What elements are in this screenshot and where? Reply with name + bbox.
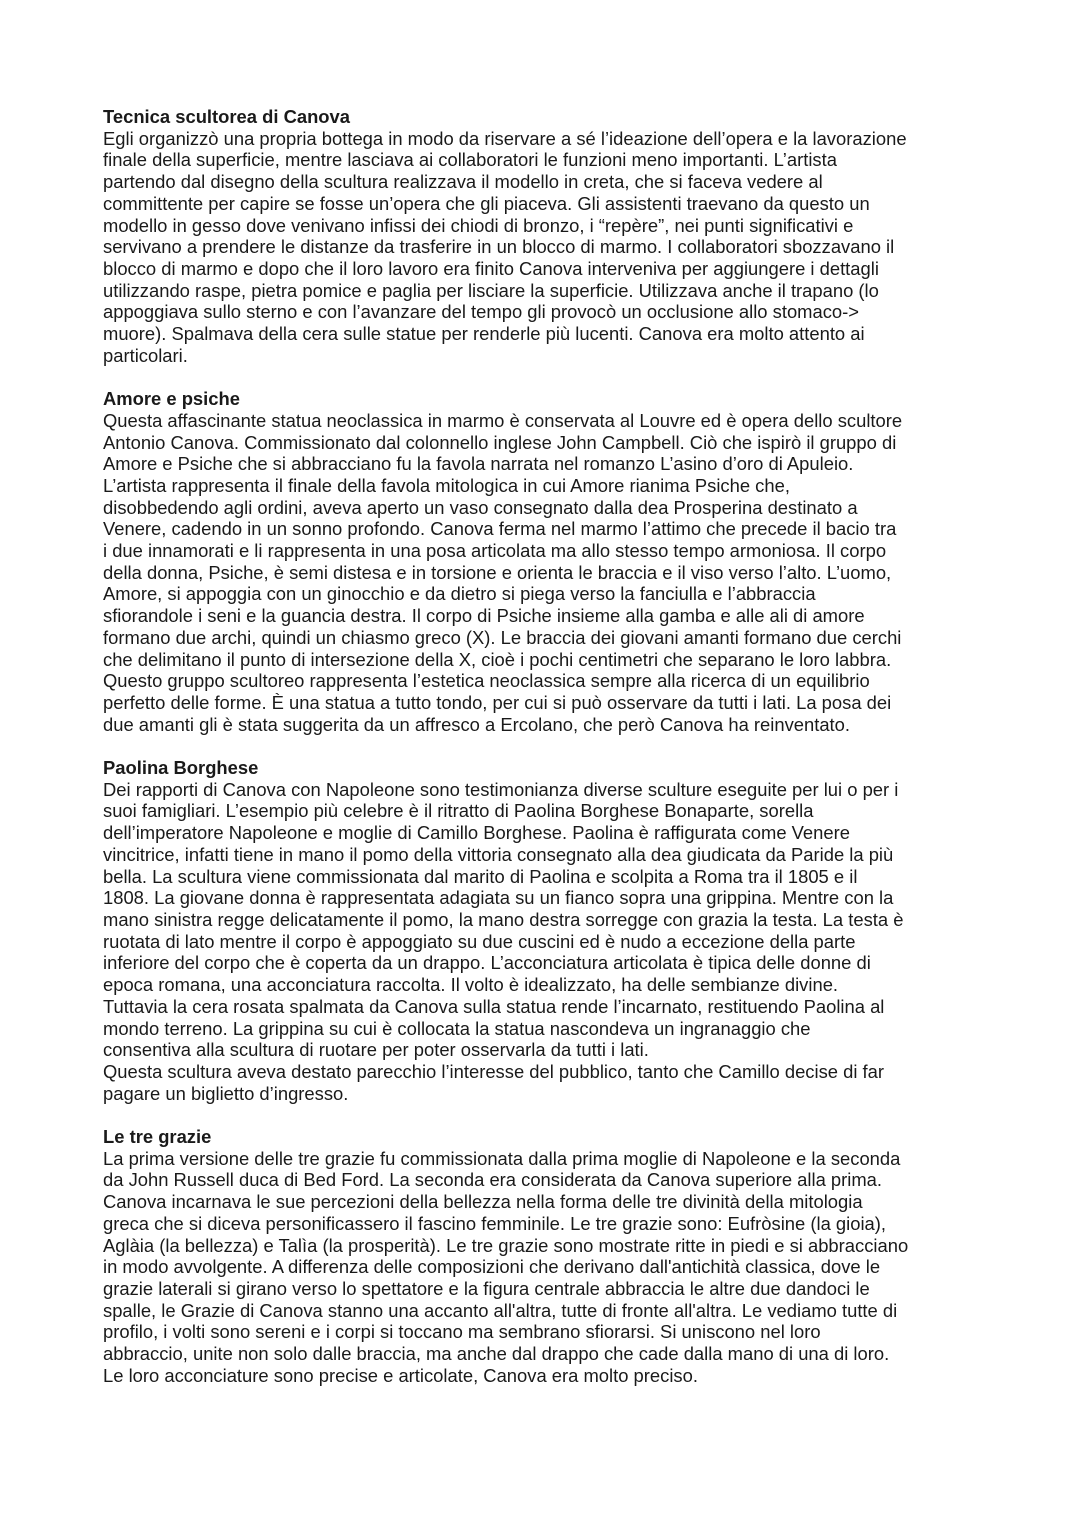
paragraph-line: Questa affascinante statua neoclassica in marmo è conservata al Louvre ed è opera dello scultore: [103, 409, 903, 431]
paragraph-line: grazie laterali si girano verso lo spettatore e la figura centrale abbraccia le altre due dandoci le: [103, 1277, 870, 1299]
paragraph-line: vincitrice, infatti tiene in mano il pomo della vittoria consegnato alla dea giudicata da Paride la più: [103, 843, 894, 865]
section-heading: Le tre grazie: [103, 1126, 212, 1147]
section-heading: Paolina Borghese: [103, 757, 259, 779]
paragraph-line: Amore, si appoggia con un ginocchio e da dietro si piega verso la fanciulla e l’abbraccia: [103, 583, 816, 605]
paragraph-line: mondo terreno. La grippina su cui è collocata la statua nascondeva un ingranaggio che: [103, 1017, 811, 1039]
paragraph-line: dell’imperatore Napoleone e moglie di Camillo Borghese. Paolina è raffigurata come Venere: [103, 822, 850, 844]
paragraph-line: 1808. La giovane donna è rappresentata adagiata su un fianco sopra una grippina. Mentre con la: [103, 887, 894, 909]
paragraph-line: Questa scultura aveva destato parecchio l’interesse del pubblico, tanto che Camillo decise di far: [103, 1060, 885, 1082]
section-heading: Amore e psiche: [103, 388, 240, 410]
paragraph-line: bella. La scultura viene commissionata dal marito di Paolina e scolpita a Roma tra il 1805 e il: [103, 865, 858, 887]
paragraph-line: La prima versione delle tre grazie fu commissionata dalla prima moglie di Napoleone e la seconda: [103, 1147, 901, 1169]
paragraph-line: Amore e Psiche che si abbracciano fu la favola narrata nel romanzo L’asino d’oro di Apuleio.: [103, 453, 854, 475]
paragraph-line: appoggiava sullo sterno e con l’avanzare del tempo gli provocò un occlusione allo stomaco->: [103, 301, 860, 323]
paragraph-line: profilo, i volti sono sereni e i corpi si toccano ma sembrano sfiorarsi. Si uniscono nel loro: [103, 1321, 821, 1343]
paragraph-line: spalle, le Grazie di Canova stanno una accanto all'altra, tutte di fronte all'altra. Le vediamo tutte di: [103, 1299, 898, 1321]
paragraph-line: mano sinistra regge delicatamente il pomo, la mano destra sorregge con grazia la testa. La testa è: [103, 908, 904, 930]
section: [103, 106, 908, 366]
paragraph-line: particolari.: [103, 344, 188, 366]
paragraph-line: partendo dal disegno della scultura realizzava il modello in creta, che si faceva vedere al: [103, 171, 823, 193]
section: [103, 757, 908, 1104]
paragraph-line: in modo avvolgente. A differenza delle composizioni che derivano dall'antichità classica, dove le: [103, 1256, 881, 1278]
paragraph-line: servivano a prendere le distanze da trasferire in un blocco di marmo. I collaboratori sbozzavano il: [103, 236, 895, 258]
paragraph-line: abbraccio, unite non solo dalle braccia, ma anche dal drappo che cade dalla mano di una di loro.: [103, 1343, 890, 1365]
paragraph-line: due amanti gli è stata suggerita da un affresco a Ercolano, che però Canova ha reinventato.: [103, 713, 851, 735]
paragraph-line: blocco di marmo e dopo che il loro lavoro era finito Canova interveniva per aggiungere i dettagli: [103, 257, 879, 279]
paragraph-line: Tuttavia la cera rosata spalmata da Canova sulla statua rende l’incarnato, restituendo Paolina al: [103, 995, 885, 1017]
paragraph-line: epoca romana, una acconciatura raccolta. Il volto è idealizzato, ha delle sembianze divine.: [103, 974, 839, 996]
paragraph-line: L’artista rappresenta il finale della favola mitologica in cui Amore rianima Psiche che,: [103, 474, 790, 496]
paragraph-line: pagare un biglietto d’ingresso.: [103, 1082, 349, 1104]
paragraph-line: i due innamorati e li rappresenta in una posa articolata ma allo stesso tempo armoniosa. Il corpo: [103, 540, 887, 562]
paragraph-line: Dei rapporti di Canova con Napoleone sono testimonianza diverse sculture eseguite per lui o per i: [103, 778, 899, 800]
paragraph-line: Le loro acconciature sono precise e articolate, Canova era molto preciso.: [103, 1364, 698, 1386]
paragraph-line: disobbedendo agli ordini, aveva aperto un vaso consegnato dalla dea Prosperina destinato a: [103, 496, 858, 518]
paragraph-line: Venere, cadendo in un sonno profondo. Canova ferma nel marmo l’attimo che precede il bacio tra: [103, 518, 897, 540]
paragraph-line: consentiva alla scultura di ruotare per poter osservarla da tutti i lati.: [103, 1039, 649, 1061]
section: [103, 1126, 908, 1386]
paragraph-line: da John Russell duca di Bed Ford. La seconda era considerata da Canova superiore alla prima.: [103, 1169, 882, 1191]
paragraph-line: Aglàia (la bellezza) e Talìa (la prosperità). Le tre grazie sono mostrate ritte in piedi e si abbracciano: [103, 1234, 909, 1256]
paragraph-line: muore). Spalmava della cera sulle statue per renderle più lucenti. Canova era molto attento ai: [103, 323, 865, 345]
paragraph-line: greca che si diceva personificassero il fascino femminile. Le tre grazie sono: Eufròsine (la gioia),: [103, 1212, 886, 1234]
paragraph-line: della donna, Psiche, è semi distesa e in torsione e orienta le braccia e il viso verso l’alto. L’uomo,: [103, 561, 892, 583]
paragraph-line: inferiore del corpo che è coperta da un drappo. L’acconciatura articolata è tipica delle donne di: [103, 952, 871, 974]
paragraph-line: ruotata di lato mentre il corpo è appoggiato su due cuscini ed è nudo a eccezione della parte: [103, 930, 856, 952]
paragraph-line: finale della superficie, mentre lasciava ai collaboratori le funzioni meno importanti. L’artista: [103, 149, 837, 171]
paragraph-line: perfetto delle forme. È una statua a tutto tondo, per cui si può osservare da tutti i lati. La posa dei: [103, 691, 892, 713]
paragraph-line: che delimitano il punto di intersezione della X, cioè i pochi centimetri che separano le loro labbra.: [103, 648, 892, 670]
paragraph-line: sfiorandole i seni e la guancia destra. Il corpo di Psiche insieme alla gamba e alle ali di amore: [103, 605, 865, 627]
section: [103, 388, 908, 735]
paragraph-line: formano due archi, quindi un chiasmo greco (X). Le braccia dei giovani amanti formano due cerchi: [103, 626, 902, 648]
paragraph-line: utilizzando raspe, pietra pomice e paglia per lisciare la superficie. Utilizzava anche il trapano (lo: [103, 279, 879, 301]
paragraph-line: modello in gesso dove venivano infissi dei chiodi di bronzo, i “repère”, nei punti significativi e: [103, 214, 854, 236]
paragraph-line: Canova incarnava le sue percezioni della bellezza nella forma delle tre divinità della mitologia: [103, 1191, 863, 1213]
paragraph-line: Egli organizzò una propria bottega in modo da riservare a sé l’ideazione dell’opera e la lavorazione: [103, 127, 907, 149]
document-body: [103, 106, 908, 1408]
section-heading: Tecnica scultorea di Canova: [103, 106, 350, 127]
paragraph-line: committente per capire se fosse un’opera che gli piaceva. Gli assistenti traevano da questo un: [103, 192, 870, 214]
paragraph-line: suoi famigliari. L’esempio più celebre è il ritratto di Paolina Borghese Bonaparte, sorella: [103, 800, 814, 822]
paragraph-line: Questo gruppo scultoreo rappresenta l’estetica neoclassica sempre alla ricerca di un equilibrio: [103, 670, 870, 692]
paragraph-line: Antonio Canova. Commissionato dal colonnello inglese John Campbell. Ciò che ispirò il gruppo di: [103, 431, 897, 453]
